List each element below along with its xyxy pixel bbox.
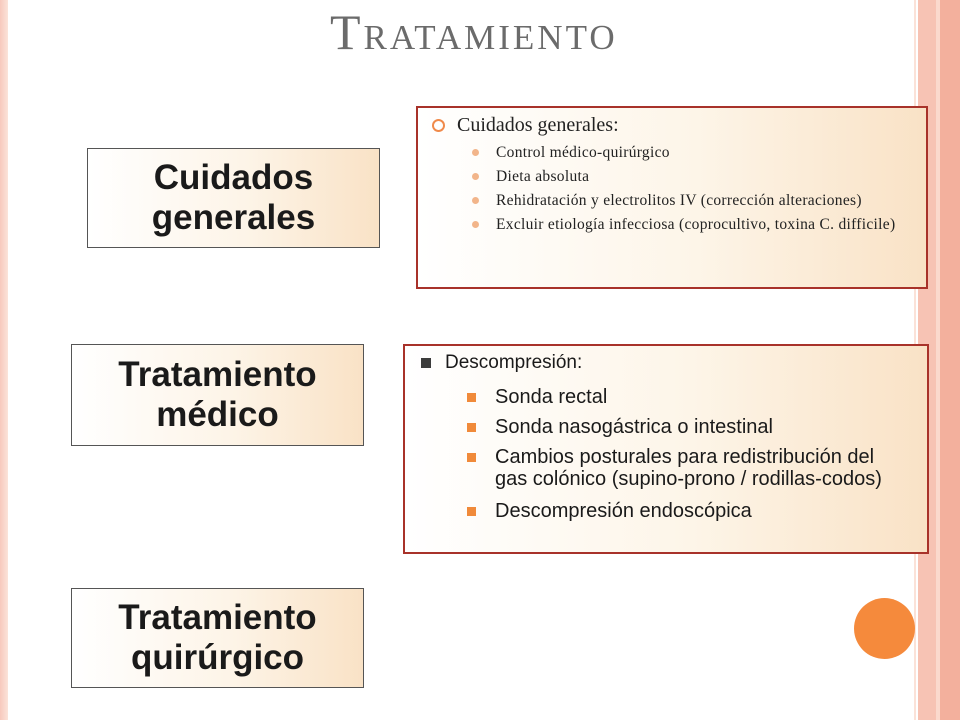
label-quirurgico-text: Tratamiento quirúrgico bbox=[118, 598, 317, 677]
decorative-circle bbox=[854, 598, 915, 659]
dot-bullet-icon bbox=[472, 197, 479, 204]
list-item bbox=[467, 500, 887, 522]
panel-cuidados-generales bbox=[416, 106, 928, 289]
label-tratamiento-quirurgico bbox=[71, 588, 364, 688]
panel-descompresion-heading bbox=[421, 352, 582, 374]
list-item bbox=[467, 386, 887, 408]
label-cuidados-generales bbox=[87, 148, 380, 248]
list-item-text: Descompresión endoscópica bbox=[495, 500, 752, 522]
list-item-text: Sonda nasogástrica o intestinal bbox=[495, 416, 773, 438]
dot-bullet-icon bbox=[472, 221, 479, 228]
square-bullet-icon bbox=[467, 507, 476, 516]
ring-bullet-icon bbox=[432, 119, 445, 132]
list-item bbox=[472, 216, 922, 233]
list-item bbox=[467, 446, 887, 490]
panel-descompresion-list bbox=[467, 386, 887, 530]
slide-title: Tratamiento bbox=[330, 4, 618, 60]
slide-left-border bbox=[0, 0, 8, 720]
list-item-text: Sonda rectal bbox=[495, 386, 608, 408]
label-medico-text: Tratamiento médico bbox=[118, 355, 317, 434]
label-cuidados-text: Cuidados generales bbox=[151, 158, 316, 237]
label-tratamiento-medico bbox=[71, 344, 364, 446]
dot-bullet-icon bbox=[472, 149, 479, 156]
panel-cuidados-heading bbox=[432, 114, 619, 137]
list-item-text: Control médico-quirúrgico bbox=[496, 144, 670, 161]
square-bullet-icon bbox=[467, 423, 476, 432]
list-item bbox=[472, 144, 922, 161]
square-bullet-icon bbox=[421, 358, 431, 368]
list-item-text: Rehidratación y electrolitos IV (corrección alteraciones) bbox=[496, 192, 862, 209]
list-item-text: Cambios posturales para redistribución del gas colónico (supino-prono / rodillas-codos) bbox=[495, 446, 882, 490]
panel-descompresion bbox=[403, 344, 929, 554]
panel-cuidados-list bbox=[472, 144, 922, 240]
dot-bullet-icon bbox=[472, 173, 479, 180]
list-item bbox=[467, 416, 887, 438]
list-item-text: Excluir etiología infecciosa (coprocultivo, toxina C. difficile) bbox=[496, 216, 896, 233]
panel-cuidados-heading-text: Cuidados generales: bbox=[457, 114, 619, 136]
list-item bbox=[472, 168, 922, 185]
square-bullet-icon bbox=[467, 453, 476, 462]
list-item bbox=[472, 192, 922, 209]
panel-descompresion-heading-text: Descompresión: bbox=[445, 352, 583, 373]
square-bullet-icon bbox=[467, 393, 476, 402]
list-item-text: Dieta absoluta bbox=[496, 168, 590, 185]
